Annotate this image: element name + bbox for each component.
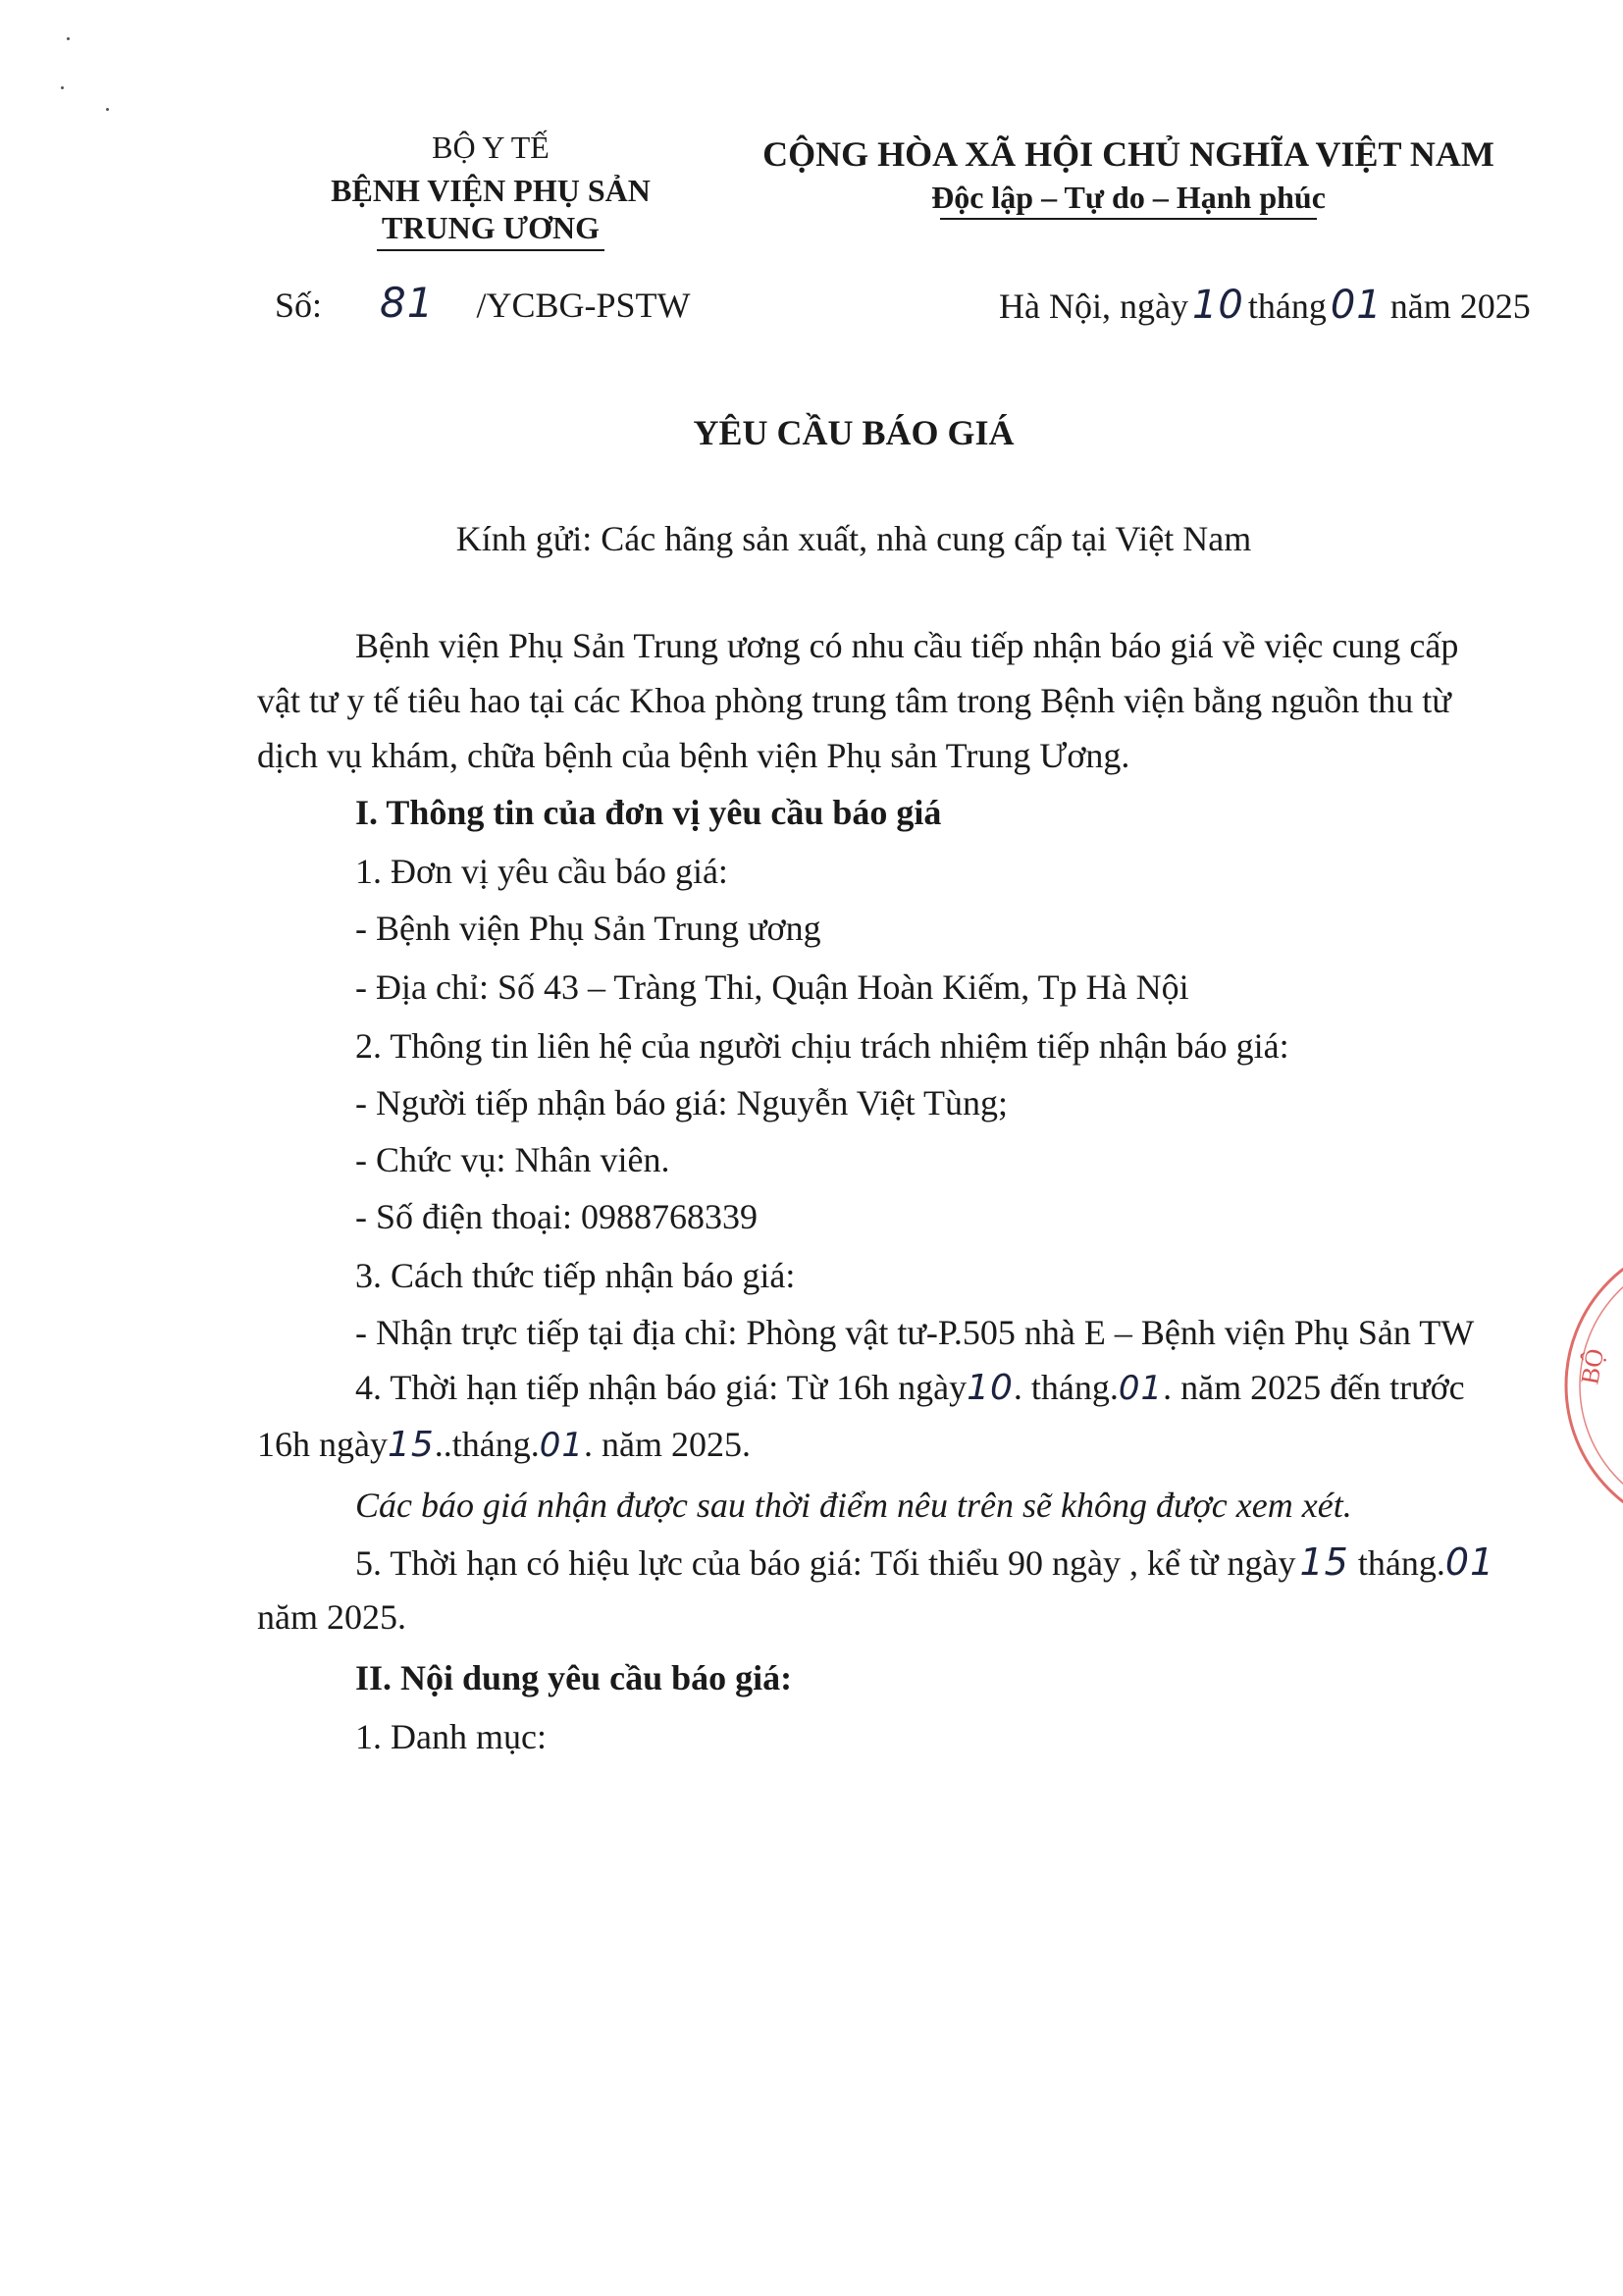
official-stamp bbox=[1546, 1238, 1623, 1533]
receive-method: - Nhận trực tiếp tại địa chỉ: Phòng vật tư-P.505 nhà E – Bệnh viện Phụ Sản TW bbox=[355, 1313, 1475, 1352]
item4-text-d: 16h ngày bbox=[257, 1425, 388, 1464]
section1-item4-line2 bbox=[257, 1423, 751, 1467]
intro-line-1: Bệnh viện Phụ Sản Trung ương có nhu cầu tiếp nhận báo giá về việc cung cấp bbox=[355, 626, 1459, 665]
item5-text-b: tháng. bbox=[1357, 1543, 1445, 1583]
receiver-position: - Chức vụ: Nhân viên. bbox=[355, 1140, 670, 1179]
republic-title: CỘNG HÒA XÃ HỘI CHỦ NGHĨA VIỆT NAM bbox=[762, 134, 1494, 174]
item5-text-a: 5. Thời hạn có hiệu lực của báo giá: Tối thiểu 90 ngày , kể từ ngày bbox=[355, 1543, 1296, 1583]
section1-heading: I. Thông tin của đơn vị yêu cầu báo giá bbox=[355, 793, 942, 832]
date-month-handwritten: 01 bbox=[1330, 283, 1383, 328]
section1-item1: 1. Đơn vị yêu cầu báo giá: bbox=[355, 852, 728, 891]
date-month-label: tháng bbox=[1247, 287, 1327, 326]
reference-number bbox=[275, 279, 691, 327]
motto-underline bbox=[940, 218, 1317, 220]
item4-text-e: ..tháng. bbox=[434, 1425, 540, 1464]
item4-month1-handwritten: 01 bbox=[1118, 1369, 1164, 1408]
scan-speck bbox=[106, 108, 109, 111]
item4-month2-handwritten: 01 bbox=[539, 1426, 585, 1465]
reference-handwritten-number: 81 bbox=[380, 279, 435, 327]
section2-item1: 1. Danh mục: bbox=[355, 1717, 547, 1756]
section1-item5-line1 bbox=[355, 1540, 1494, 1585]
recipient-line: Kính gửi: Các hãng sản xuất, nhà cung cấp tại Việt Nam bbox=[455, 519, 1252, 558]
document-date bbox=[999, 283, 1531, 328]
item5-day-handwritten: 15 bbox=[1299, 1540, 1349, 1584]
section1-item5-line2: năm 2025. bbox=[257, 1597, 406, 1637]
item4-text-f: . năm 2025. bbox=[584, 1425, 752, 1464]
reference-suffix: /YCBG-PSTW bbox=[476, 286, 691, 325]
item4-day2-handwritten: 15 bbox=[387, 1425, 435, 1465]
late-quote-note: Các báo giá nhận được sau thời điểm nêu trên sẽ không được xem xét. bbox=[355, 1486, 1352, 1525]
section1-item3: 3. Cách thức tiếp nhận báo giá: bbox=[355, 1256, 796, 1295]
date-year: năm 2025 bbox=[1389, 287, 1531, 326]
scan-speck bbox=[61, 86, 64, 89]
unit-name: - Bệnh viện Phụ Sản Trung ương bbox=[355, 909, 821, 948]
section1-item2: 2. Thông tin liên hệ của người chịu trách nhiệm tiếp nhận báo giá: bbox=[355, 1026, 1289, 1066]
item4-text-c: . năm 2025 đến trước bbox=[1163, 1368, 1465, 1407]
reference-prefix: Số: bbox=[275, 286, 323, 325]
scan-speck bbox=[67, 37, 70, 40]
hospital-name-line1: BỆNH VIỆN PHỤ SẢN bbox=[331, 173, 651, 208]
unit-address: - Địa chỉ: Số 43 – Tràng Thi, Quận Hoàn Kiếm, Tp Hà Nội bbox=[355, 967, 1189, 1007]
stamp-text: BỘ bbox=[1575, 1346, 1610, 1387]
date-day-handwritten: 10 bbox=[1191, 283, 1244, 328]
receiver-name: - Người tiếp nhận báo giá: Nguyễn Việt Tùng; bbox=[355, 1083, 1008, 1122]
intro-line-3: dịch vụ khám, chữa bệnh của bệnh viện Phụ sản Trung Ương. bbox=[257, 736, 1130, 775]
document-title: YÊU CẦU BÁO GIÁ bbox=[693, 413, 1015, 452]
item4-day1-handwritten: 10 bbox=[967, 1368, 1014, 1408]
item4-text-a: 4. Thời hạn tiếp nhận báo giá: Từ 16h ngày bbox=[355, 1368, 968, 1407]
ministry-name: BỘ Y TẾ bbox=[432, 130, 550, 165]
receiver-phone: - Số điện thoại: 0988768339 bbox=[355, 1197, 758, 1236]
hospital-name-line2: TRUNG ƯƠNG bbox=[382, 210, 600, 245]
section2-heading: II. Nội dung yêu cầu báo giá: bbox=[355, 1658, 793, 1697]
national-motto: Độc lập – Tự do – Hạnh phúc bbox=[931, 180, 1326, 215]
item5-month-handwritten: 01 bbox=[1444, 1540, 1495, 1584]
item4-text-b: . tháng. bbox=[1013, 1368, 1119, 1407]
hospital-name-underline bbox=[377, 249, 604, 251]
section1-item4-line1 bbox=[355, 1366, 1465, 1410]
date-place: Hà Nội, ngày bbox=[999, 287, 1188, 326]
intro-line-2: vật tư y tế tiêu hao tại các Khoa phòng trung tâm trong Bệnh viện bằng nguồn thu từ bbox=[257, 681, 1451, 720]
